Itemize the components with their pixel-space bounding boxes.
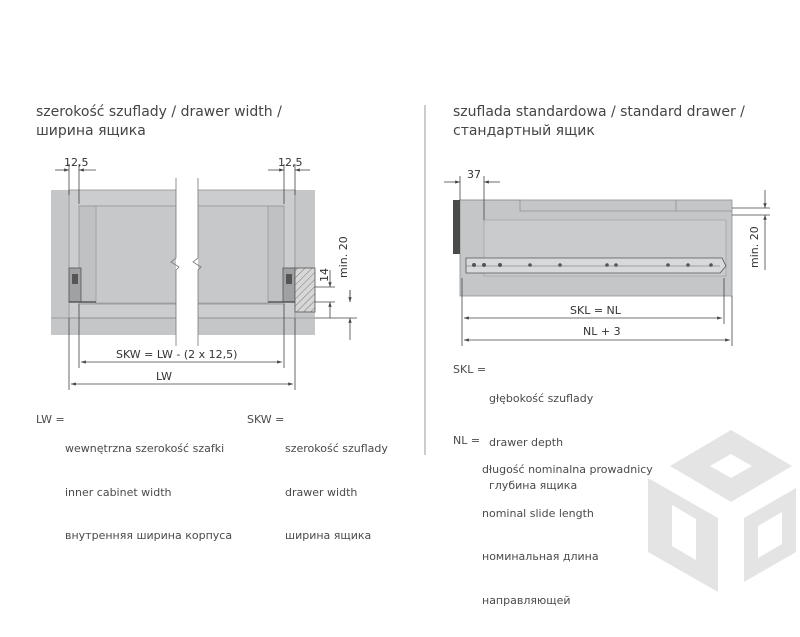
dim-14: 14 [318,268,331,282]
legend-nl-line-4: направляющей [482,593,571,607]
legend-lw-line-3: внутренняя ширина корпуса [65,529,233,542]
legend-skl-key: SKL = [453,363,487,376]
dim-nl-plus-3: NL + 3 [583,325,621,338]
rear-block [453,200,460,254]
legend-lw-line-1: wewnętrzna szerokość szafki [65,442,225,455]
dim-skl-nl: SKL = NL [570,304,621,317]
legend-skw-line-1: szerokość szuflady [285,442,388,455]
dim-min-20-left: min. 20 [337,236,350,278]
dim-12-5-left: 12,5 [64,156,89,169]
legend-skw-key: SKW = [247,413,285,426]
legend-skl-line-1: głębokość szuflady [489,392,594,405]
hatched-wall-section [295,268,315,312]
dim-37: 37 [467,168,481,181]
legend-skl-line-3: глубина ящика [489,479,578,492]
cube-logo-icon [648,430,796,592]
dim-min-20-right: min. 20 [748,226,761,268]
legend-nl-line-2: nominal slide length [482,506,594,520]
legend-lw-line-2: inner cabinet width [65,485,172,499]
legend-skw-line-3: ширина ящика [285,529,372,542]
break-gap [176,178,198,346]
left-heading-line-1: szerokość szuflady / drawer width / [36,104,282,120]
dim-lw: LW [156,370,172,383]
legend-nl-key: NL = [453,434,481,447]
slide-runner [466,258,726,273]
dim-12-5-right: 12,5 [278,156,303,169]
left-heading-line-2: ширина ящика [36,123,146,139]
legend-lw [36,413,233,542]
legend-skw [247,413,388,542]
legend-skl-line-2: drawer depth [489,435,564,449]
right-heading-line-2: стандартный ящик [453,123,595,139]
drawer-front-view [51,178,315,346]
legend-nl-line-1: długość nominalna prowadnicy [482,463,653,476]
legend-lw-key: LW = [36,413,65,426]
legend-skw-line-2: drawer width [285,485,358,499]
drawer-side-view [453,200,732,296]
right-heading-line-1: szuflada standardowa / standard drawer / [453,104,745,120]
legend-nl-line-3: номинальная длина [482,550,599,563]
dim-skw-formula: SKW = LW - (2 x 12,5) [116,348,238,361]
